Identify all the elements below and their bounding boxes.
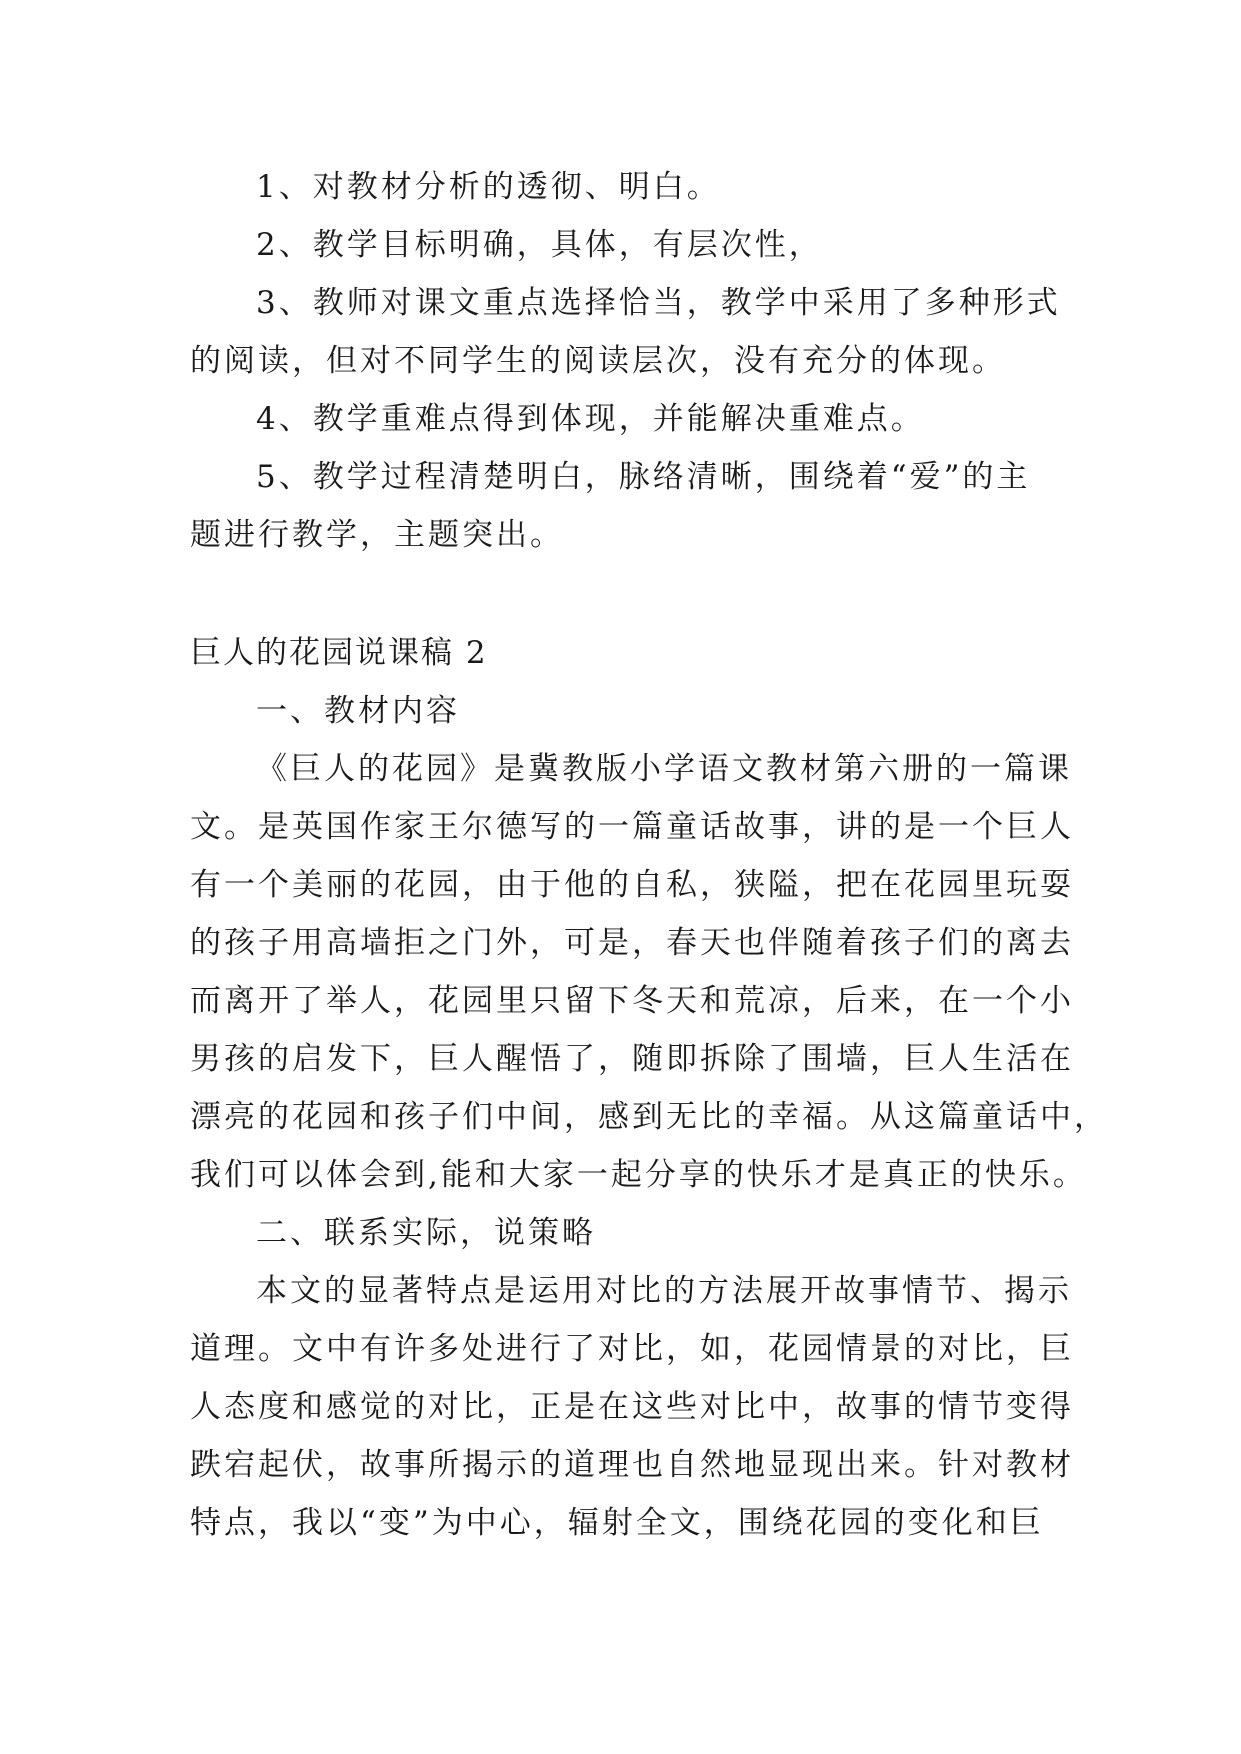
list-item: 1、对教材分析的透彻、明白。 <box>256 169 721 205</box>
paragraph-line: 的孩子用高墙拒之门外，可是，春天也伴随着孩子们的离去 <box>190 925 1074 961</box>
paragraph-line: 道理。文中有许多处进行了对比，如，花园情景的对比，巨 <box>190 1331 1074 1367</box>
list-item: 2、教学目标明确，具体，有层次性， <box>256 227 823 263</box>
paragraph-line: 有一个美丽的花园，由于他的自私，狭隘，把在花园里玩耍 <box>190 867 1074 903</box>
paragraph-line: 《巨人的花园》是冀教版小学语文教材第六册的一篇课 <box>256 751 1072 787</box>
section-spacer <box>190 564 1052 624</box>
paragraph-line: 男孩的启发下，巨人醒悟了，随即拆除了围墙，巨人生活在 <box>190 1041 1074 1077</box>
paragraph-line: 我们可以体会到,能和大家一起分享的快乐才是真正的快乐。 <box>190 1157 1087 1193</box>
paragraph-line: 人态度和感觉的对比，正是在这些对比中，故事的情节变得 <box>190 1389 1074 1425</box>
paragraph-line: 跌宕起伏，故事所揭示的道理也自然地显现出来。针对教材 <box>190 1447 1074 1483</box>
paragraph-line: 特点，我以“变”为中心，辐射全文，围绕花园的变化和巨 <box>190 1505 1044 1541</box>
list-item: 4、教学重难点得到体现，并能解决重难点。 <box>256 401 925 437</box>
document-body <box>190 158 1108 1552</box>
list-item-continuation: 题进行教学，主题突出。 <box>190 517 564 553</box>
paragraph-line: 文。是英国作家王尔德写的一篇童话故事，讲的是一个巨人 <box>190 809 1074 845</box>
section-heading: 一、教材内容 <box>256 693 460 729</box>
section-heading: 二、联系实际，说策略 <box>256 1215 596 1251</box>
paragraph-line: 漂亮的花园和孩子们中间，感到无比的幸福。从这篇童话中， <box>190 1099 1108 1135</box>
paragraph-line: 而离开了举人，花园里只留下冬天和荒凉，后来，在一个小 <box>190 983 1074 1019</box>
list-item-continuation: 的阅读，但对不同学生的阅读层次，没有充分的体现。 <box>190 343 1006 379</box>
paragraph-line: 本文的显著特点是运用对比的方法展开故事情节、揭示 <box>256 1273 1072 1309</box>
document-title: 巨人的花园说课稿 2 <box>190 635 488 671</box>
list-item: 3、教师对课文重点选择恰当，教学中采用了多种形式 <box>256 285 1061 321</box>
list-item: 5、教学过程清楚明白，脉络清晰，围绕着“爱”的主 <box>256 459 1031 495</box>
